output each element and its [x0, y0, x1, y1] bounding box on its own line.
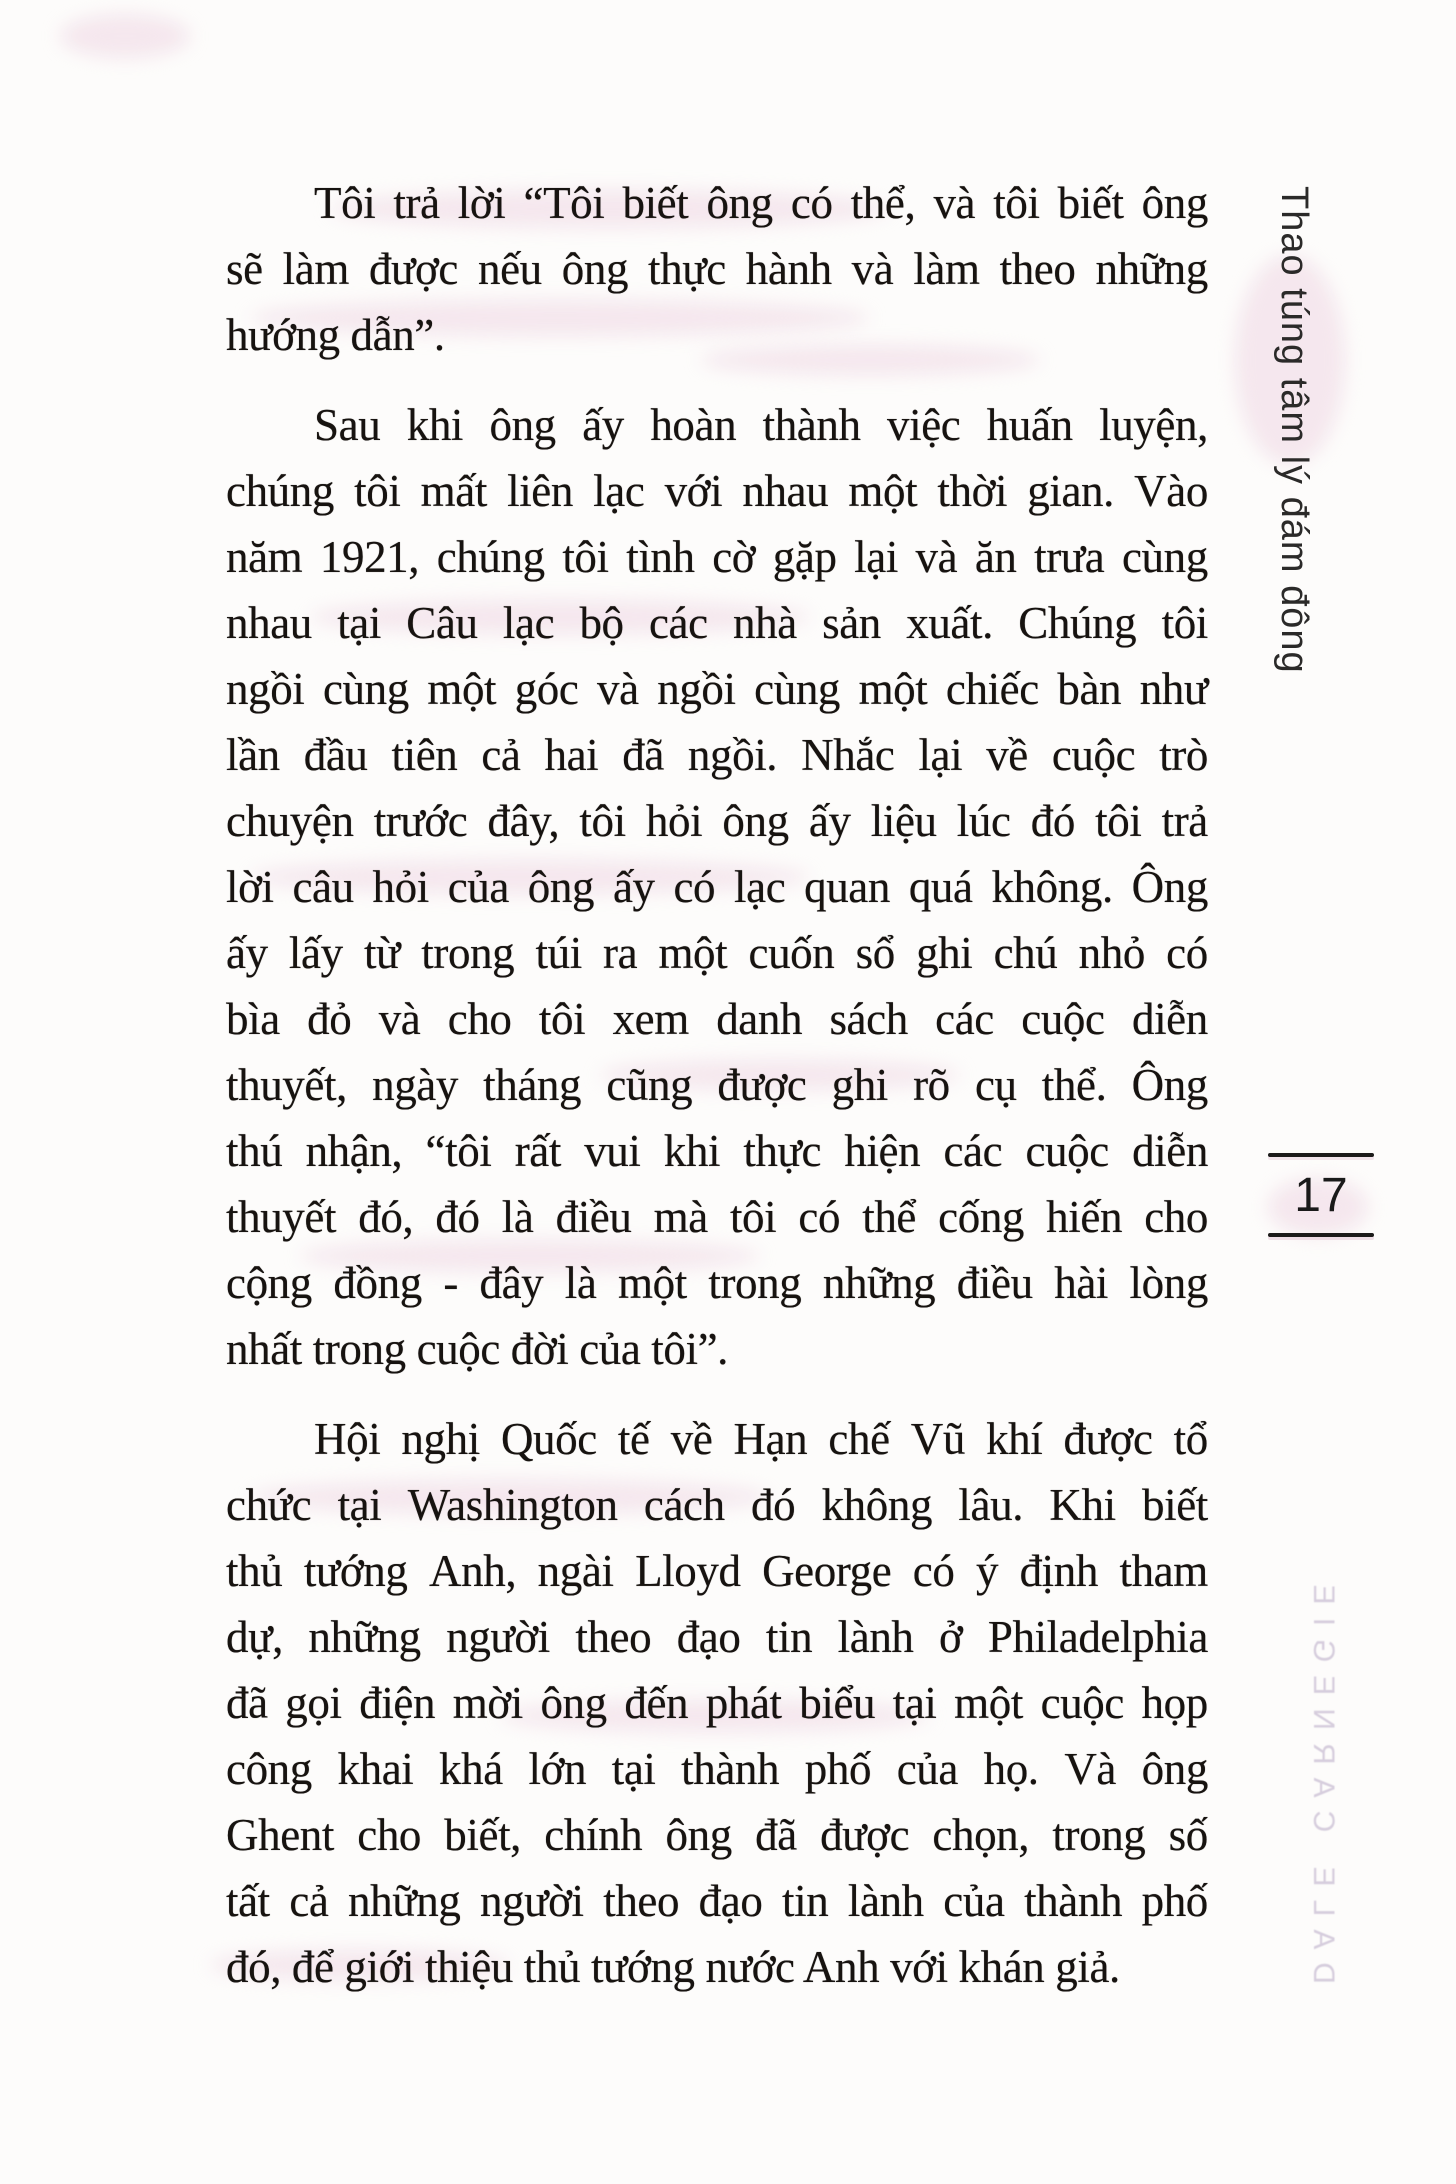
text-line: chuyện trước đây, tôi hỏi ông ấy liệu lúc đó tôi trả [226, 796, 1208, 846]
text-line: sẽ làm được nếu ông thực hành và làm theo những [226, 244, 1208, 294]
text-line: Ghent cho biết, chính ông đã được chọn, trong số [226, 1810, 1208, 1860]
paragraph [226, 1406, 1208, 2000]
text-line: thuyết, ngày tháng cũng được ghi rõ cụ thể. Ông [226, 1060, 1208, 1110]
text-line: ấy lấy từ trong túi ra một cuốn sổ ghi chú nhỏ có [226, 928, 1208, 978]
text-line: đó, để giới thiệu thủ tướng nước Anh với khán giả. [226, 1942, 1120, 1992]
text-line: chức tại Washington cách đó không lâu. Khi biết [226, 1480, 1208, 1530]
text-line: nhau tại Câu lạc bộ các nhà sản xuất. Chúng tôi [226, 598, 1208, 648]
text-line: năm 1921, chúng tôi tình cờ gặp lại và ăn trưa cùng [226, 532, 1208, 582]
paragraph [226, 170, 1208, 368]
text-line: hướng dẫn”. [226, 310, 445, 360]
text-line: ngồi cùng một góc và ngồi cùng một chiếc bàn như [226, 664, 1208, 714]
text-line: thủ tướng Anh, ngài Lloyd George có ý định tham [226, 1546, 1208, 1596]
text-line: chúng tôi mất liên lạc với nhau một thời gian. Vào [226, 466, 1208, 516]
text-line: đã gọi điện mời ông đến phát biểu tại một cuộc họp [226, 1678, 1208, 1728]
body-text [226, 170, 1208, 2000]
text-line: lời câu hỏi của ông ấy có lạc quan quá không. Ông [226, 862, 1208, 912]
text-line: công khai khá lớn tại thành phố của họ. Và ông [226, 1744, 1208, 1794]
text-line: lần đầu tiên cả hai đã ngồi. Nhắc lại về cuộc trò [226, 730, 1208, 780]
ghost-publisher-text: DALE CARNEGIE [1307, 1571, 1340, 1984]
text-line: Sau khi ông ấy hoàn thành việc huấn luyện, [314, 400, 1208, 450]
page-number-rule-bottom [1268, 1233, 1374, 1237]
margin-book-title: Thao túng tâm lý đám đông [1273, 186, 1315, 674]
text-line: bìa đỏ và cho tôi xem danh sách các cuộc diễn [226, 994, 1208, 1044]
text-line: cộng đồng - đây là một trong những điều hài lòng [226, 1258, 1208, 1308]
page-number-block [1268, 1153, 1374, 1237]
text-line: thuyết đó, đó là điều mà tôi có thể cống hiến cho [226, 1192, 1208, 1242]
bleedthrough-smudge [60, 14, 190, 58]
text-line: nhất trong cuộc đời của tôi”. [226, 1324, 729, 1374]
text-line: Tôi trả lời “Tôi biết ông có thể, và tôi biết ông [314, 178, 1208, 228]
paragraph [226, 392, 1208, 1382]
text-line: dự, những người theo đạo tin lành ở Philadelphia [226, 1612, 1208, 1662]
text-line: Hội nghị Quốc tế về Hạn chế Vũ khí được tổ [314, 1414, 1208, 1464]
text-line: tất cả những người theo đạo tin lành của thành phố [226, 1876, 1208, 1926]
text-line: thú nhận, “tôi rất vui khi thực hiện các cuộc diễn [226, 1126, 1208, 1176]
page-number: 17 [1294, 1169, 1348, 1222]
